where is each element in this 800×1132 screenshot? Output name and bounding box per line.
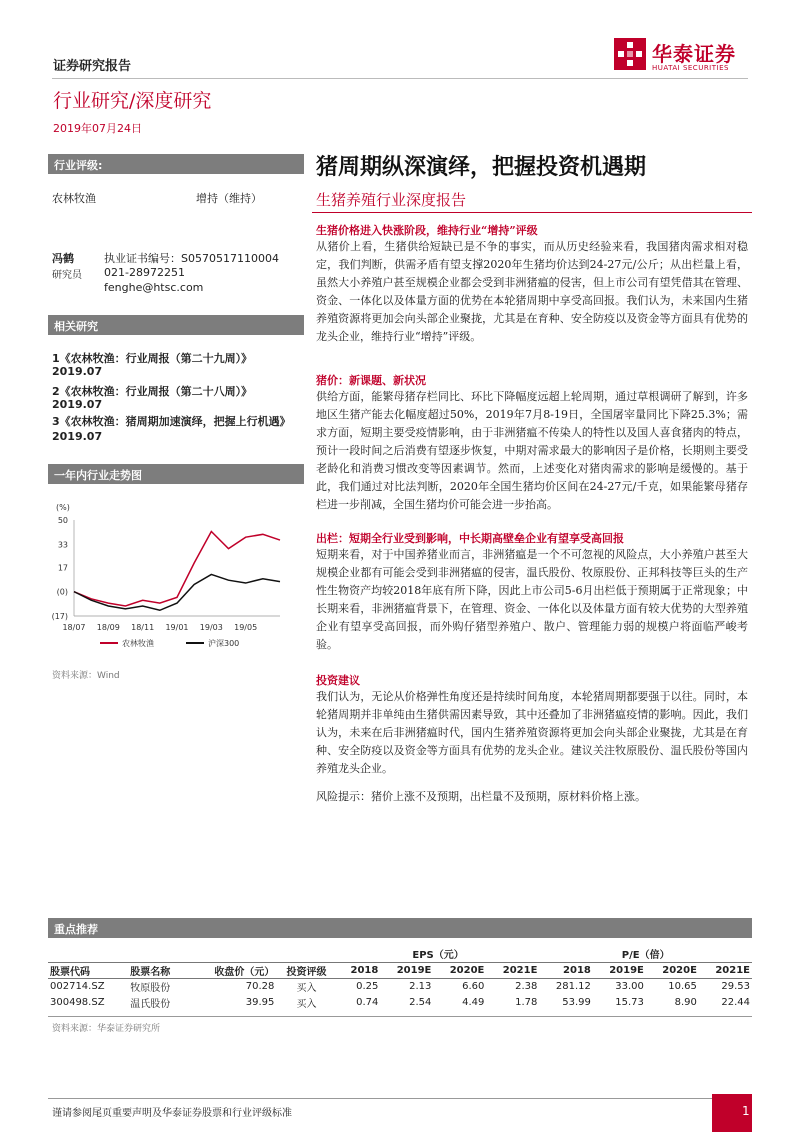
section-heading-output: 出栏：短期全行业受到影响，中长期高壁垒企业有望享受高回报: [316, 532, 624, 545]
logo-text-cn: 华泰证券: [652, 42, 736, 66]
table-cell: 53.99: [562, 996, 591, 1008]
table-cell: 牧原股份: [130, 982, 171, 994]
table-cell: 281.12: [555, 980, 591, 992]
series-line-agri: [74, 531, 280, 606]
column-header: 收盘价（元）: [214, 966, 275, 978]
chart-y-unit: (%): [56, 503, 70, 512]
x-tick-label: 18/07: [62, 623, 86, 632]
column-header: 2021E: [715, 964, 750, 976]
section-body-output: 短期来看，对于中国养猪业而言，非洲猪瘟是一个不可忽视的风险点，大小养殖户甚至大规模企业都有可能会受到非洲猪瘟的侵害，温氏股份、牧原股份、正邦科技等巨头的生产性生物资产均较2018年底有所下降，因此上市公司5-6月出栏低于预期属于正常现象；中长期来看，非洲猪瘟背景下，在管理、资金、一体化以及体量方面有较大优势的大型养殖企业有望享受高回报，而外购仔猪型养殖户、散户、管理能力弱的规模户将面临严峻考验。: [316, 548, 748, 651]
table-cell: 买入: [296, 998, 317, 1010]
table-cell: 10.65: [668, 980, 697, 992]
series-line-hs300: [74, 574, 280, 610]
analyst-cert: 执业证书编号：S0570517110004: [104, 252, 279, 265]
related-item-1[interactable]: 1《农林牧渔：行业周报（第二十九周）》: [52, 352, 253, 365]
header-divider: [52, 78, 748, 79]
column-header: 2018: [563, 964, 591, 976]
table-cell: 8.90: [674, 996, 697, 1008]
column-header: 2019E: [609, 964, 644, 976]
table-cell: 39.95: [245, 996, 275, 1008]
legend-label-hs300: 沪深300: [208, 639, 240, 648]
x-tick-label: 19/05: [234, 623, 258, 632]
x-tick-label: 18/11: [131, 623, 155, 632]
table-cell: 29.53: [721, 980, 750, 992]
column-header: 2020E: [662, 964, 697, 976]
report-category: 行业研究/深度研究: [53, 90, 212, 112]
rating-section-header: 行业评级:: [48, 154, 304, 174]
column-header: 2020E: [449, 964, 485, 976]
table-cell: 2.38: [515, 980, 538, 992]
column-header: 2018: [350, 964, 379, 976]
recommendation-table: [48, 946, 752, 1010]
section-heading-price: 猪价：新课题、新状况: [316, 374, 426, 387]
section-heading-advice: 投资建议: [316, 674, 360, 687]
table-cell: 6.60: [462, 980, 485, 992]
y-tick-label: 33: [57, 540, 68, 550]
title-divider: [312, 212, 752, 213]
legend-label-agri: 农林牧渔: [122, 639, 154, 648]
risk-warning: 风险提示：猪价上涨不及预期，出栏量不及预期，原材料价格上涨。: [316, 790, 646, 803]
footer-divider: [48, 1098, 752, 1099]
analyst-role: 研究员: [52, 270, 82, 281]
table-cell: 70.28: [245, 980, 275, 992]
table-cell: 买入: [296, 982, 317, 994]
column-header: 2019E: [396, 964, 432, 976]
table-bottom-line: [48, 1016, 752, 1017]
column-header: 2021E: [502, 964, 538, 976]
table-cell: 22.44: [721, 996, 750, 1008]
table-cell: 温氏股份: [130, 998, 171, 1010]
table-cell: 1.78: [515, 996, 538, 1008]
huatai-logo-icon: [614, 38, 646, 70]
column-header: 股票代码: [50, 966, 90, 978]
x-tick-label: 19/01: [165, 623, 189, 632]
table-cell: 4.49: [462, 996, 485, 1008]
x-tick-label: 19/03: [199, 623, 223, 632]
related-item-3[interactable]: 3《农林牧渔：猪周期加速演绎，把握上行机遇》2019.07: [52, 415, 291, 443]
analyst-phone: 021-28972251: [104, 266, 185, 279]
table-cell: 0.25: [356, 980, 379, 992]
section-body-price: 供给方面，能繁母猪存栏同比、环比下降幅度远超上轮周期，通过草根调研了解到，许多地区生猪产能去化幅度超过50%，2019年7月8-19日，全国屠宰量同比下降25.3%；需求方面，短期主要受疫情影响，由于非洲猪瘟不传染人的特性以及国人喜食猪肉的特点，预计一段时间之后消费有望逐步恢复，中期对需求最大的影响因子是价格，长期则主要受老龄化和消费习惯改变等因素调节。然而，上述变化对猪肉需求的影响是缓慢的。基于此，我们通过对比法判断，2020年全国生猪均价区间在24-27元/千克，如果能繁母猪存栏进一步削减，全国生猪均价可能会进一步抬高。: [316, 390, 748, 511]
report-type-label: 证券研究报告: [53, 59, 132, 74]
related-item-2-date: 2019.07: [52, 398, 103, 411]
page-number: 1: [742, 1104, 750, 1118]
section-body-advice: 我们认为，无论从价格弹性角度还是持续时间角度，本轮猪周期都要强于以往。同时，本轮猪周期并非单纯由生猪供需因素导致，其中还叠加了非洲猪瘟疫情的影响。因此，我们认为，未来在后非洲猪瘟时代，国内生猪养殖资源将更加会向头部企业聚拢，尤其是在育种、安全防疫以及资金等方面具有优势的龙头企业。建议关注牧原股份、温氏股份等国内养殖龙头企业。: [316, 690, 748, 775]
y-tick-label: 17: [57, 563, 68, 573]
table-row: [48, 978, 752, 994]
chart-source: 资料来源：Wind: [52, 671, 120, 681]
y-tick-label: 50: [57, 516, 68, 525]
table-cell: 002714.SZ: [50, 980, 105, 992]
table-row: [48, 994, 752, 1010]
related-item-1-date: 2019.07: [52, 365, 103, 378]
table-cell: 33.00: [615, 980, 644, 992]
logo-text-en: HUATAI SECURITIES: [652, 64, 729, 72]
x-tick-label: 18/09: [96, 623, 120, 632]
y-tick-label: (0): [56, 587, 68, 597]
report-title: 猪周期纵深演绎，把握投资机遇期: [316, 154, 647, 180]
industry-rating: 增持（维持）: [196, 192, 262, 205]
analyst-name: 冯鹤: [52, 252, 74, 265]
table-cell: 15.73: [615, 996, 644, 1008]
table-cell: 0.74: [356, 996, 379, 1008]
table-cell: 300498.SZ: [50, 996, 105, 1008]
column-header: 投资评级: [286, 966, 327, 978]
related-item-2[interactable]: 2《农林牧渔：行业周报（第二十八周）》: [52, 385, 253, 398]
report-date: 2019年07月24日: [53, 122, 142, 135]
section-heading-rating: 生猪价格进入快涨阶段，维持行业“增持”评级: [316, 224, 538, 237]
footer-disclaimer: 谨请参阅尾页重要声明及华泰证券股票和行业评级标准: [52, 1108, 292, 1119]
column-header: 股票名称: [130, 966, 171, 978]
y-tick-label: (17): [51, 612, 68, 621]
table-source: 资料来源：华泰证券研究所: [52, 1024, 161, 1034]
recommendation-header: 重点推荐: [48, 918, 752, 938]
pe-group-header: P/E（倍）: [621, 950, 670, 962]
section-body-rating: 从猪价上看，生猪供给短缺已是不争的事实，而从历史经验来看，我国猪肉需求相对稳定，我们判断，供需矛盾有望支撑2020年生猪均价达到24-27元/公斤；从出栏量上看，虽然大小养殖户甚至规模企业都会受到非洲猪瘟的侵害，但上市公司有望凭借其在管理、资金、一体化以及体量方面的优势在本轮猪周期中享受高回报。我们认为，未来国内生猪养殖资源将更加会向头部企业聚拢，尤其是在育种、安全防疫以及资金等方面具有优势的龙头企业，维持行业“增持”评级。: [316, 240, 748, 343]
industry-name: 农林牧渔: [52, 192, 96, 205]
analyst-email[interactable]: fenghe@htsc.com: [104, 281, 204, 294]
report-subtitle: 生猪养殖行业深度报告: [316, 191, 467, 209]
trend-chart-header: 一年内行业走势图: [48, 464, 304, 484]
industry-trend-chart: [48, 496, 304, 656]
table-cell: 2.54: [409, 996, 432, 1008]
eps-group-header: EPS（元）: [412, 950, 464, 962]
related-research-header: 相关研究: [48, 315, 304, 335]
table-cell: 2.13: [409, 980, 432, 992]
